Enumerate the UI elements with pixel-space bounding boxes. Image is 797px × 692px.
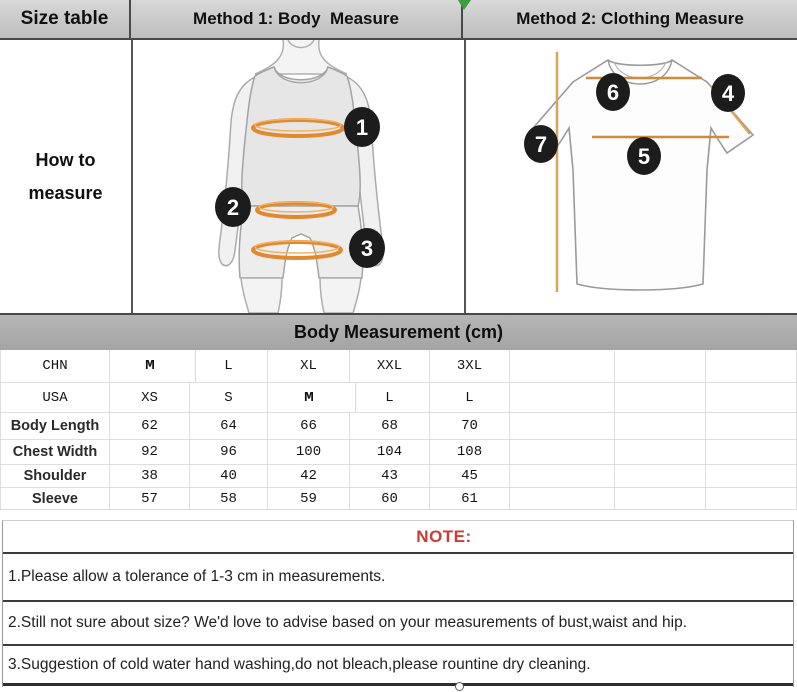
- size-cell: 104: [350, 440, 430, 465]
- size-cell: 57: [110, 488, 190, 510]
- empty-cell: [706, 350, 797, 383]
- diagram-row: [0, 40, 797, 313]
- size-cell: XL: [268, 350, 350, 383]
- empty-cell: [615, 413, 706, 440]
- size-cell: 59: [268, 488, 350, 510]
- size-cell: 38: [110, 465, 190, 488]
- green-marker-icon: [458, 0, 471, 10]
- empty-cell: [510, 465, 615, 488]
- empty-cell: [706, 465, 797, 488]
- size-cell: 108: [430, 440, 510, 465]
- method1-title: Method 1: Body Measure: [131, 0, 463, 38]
- size-cell: L: [350, 383, 430, 413]
- size-cell: L: [190, 350, 268, 383]
- size-cell: M: [104, 350, 196, 383]
- size-row-label: Chest Width: [0, 440, 110, 465]
- badge-1: [344, 107, 380, 147]
- table-header-row: [0, 0, 797, 40]
- empty-cell: [510, 383, 615, 413]
- badge-2: [215, 187, 251, 227]
- svg-text:4: 4: [721, 81, 735, 106]
- size-cell: XXL: [350, 350, 430, 383]
- size-cell: 68: [350, 413, 430, 440]
- badge-3: [349, 228, 385, 268]
- svg-text:5: 5: [637, 144, 651, 169]
- size-row-label: USA: [0, 383, 110, 413]
- svg-text:7: 7: [534, 132, 548, 157]
- how-to-measure-label: How to measure: [28, 150, 103, 203]
- empty-cell: [615, 440, 706, 465]
- empty-cell: [706, 488, 797, 510]
- size-row-label: Shoulder: [0, 465, 110, 488]
- size-cell: 92: [110, 440, 190, 465]
- size-table-title: Size table: [0, 0, 131, 38]
- size-cell: 62: [110, 413, 190, 440]
- size-cell: 42: [268, 465, 350, 488]
- note-item: 3.Suggestion of cold water hand washing,do not bleach,please rountine dry cleaning.: [3, 646, 793, 686]
- empty-cell: [706, 383, 797, 413]
- size-row-label: Sleeve: [0, 488, 110, 510]
- size-cell: 45: [430, 465, 510, 488]
- size-cell: 3XL: [430, 350, 510, 383]
- size-cell: 96: [190, 440, 268, 465]
- empty-cell: [706, 413, 797, 440]
- size-row-label: Body Length: [0, 413, 110, 440]
- empty-cell: [615, 465, 706, 488]
- method2-title: Method 2: Clothing Measure: [516, 9, 744, 28]
- note-item: 1.Please allow a tolerance of 1-3 cm in measurements.: [3, 554, 793, 602]
- notes-section: [2, 520, 794, 687]
- size-cell: 70: [430, 413, 510, 440]
- svg-text:2: 2: [226, 195, 240, 220]
- size-cell: S: [190, 383, 268, 413]
- size-cell: M: [262, 383, 356, 413]
- empty-cell: [615, 383, 706, 413]
- size-table: [0, 350, 797, 510]
- svg-text:1: 1: [355, 115, 369, 140]
- size-cell: 58: [190, 488, 268, 510]
- size-cell: 100: [268, 440, 350, 465]
- size-cell: 60: [350, 488, 430, 510]
- size-cell: 40: [190, 465, 268, 488]
- resize-handle[interactable]: [455, 682, 464, 691]
- svg-text:3: 3: [360, 236, 374, 261]
- size-cell: XS: [110, 383, 190, 413]
- badge-6: [596, 73, 630, 111]
- note-title-row: [3, 521, 793, 554]
- body-measurement-header: Body Measurement (cm): [0, 313, 797, 350]
- svg-text:6: 6: [606, 80, 620, 105]
- badge-7: [524, 125, 558, 163]
- badge-5: [627, 137, 661, 175]
- size-cell: 43: [350, 465, 430, 488]
- note-item: 2.Still not sure about size? We'd love to advise based on your measurements of bust,waist and hip.: [3, 602, 793, 646]
- body-measure-diagram: [133, 40, 464, 313]
- empty-cell: [510, 488, 615, 510]
- size-cell: 61: [430, 488, 510, 510]
- empty-cell: [510, 440, 615, 465]
- note-title: NOTE:: [416, 526, 472, 546]
- empty-cell: [510, 413, 615, 440]
- size-row-label: CHN: [0, 350, 110, 383]
- empty-cell: [615, 488, 706, 510]
- badge-4: [711, 74, 745, 112]
- empty-cell: [706, 440, 797, 465]
- clothing-measure-diagram: [466, 40, 797, 313]
- empty-cell: [615, 350, 706, 383]
- size-cell: L: [430, 383, 510, 413]
- size-cell: 64: [190, 413, 268, 440]
- size-cell: 66: [268, 413, 350, 440]
- empty-cell: [510, 350, 615, 383]
